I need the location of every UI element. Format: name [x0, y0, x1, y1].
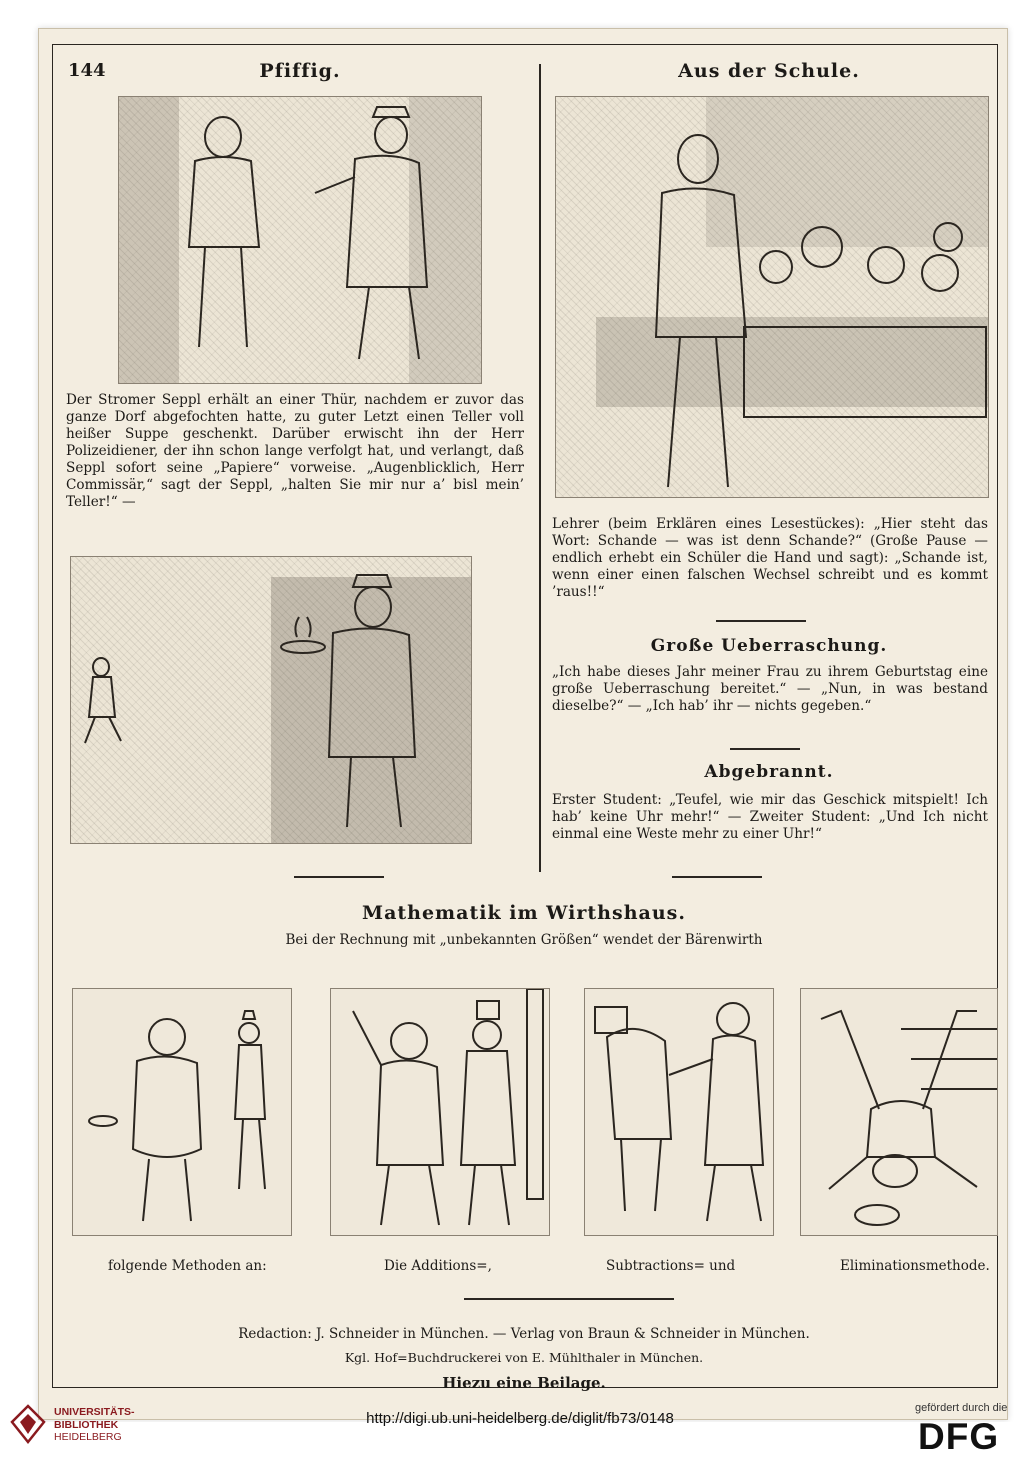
panel-methods: [72, 988, 292, 1236]
caption-elimination: Eliminationsmethode.: [840, 1258, 990, 1274]
title-mathematik: Mathematik im Wirthshaus.: [362, 902, 686, 924]
engraving-sketch-3: [556, 97, 988, 497]
panel-4-sketch: [801, 989, 997, 1235]
panel-1-sketch: [73, 989, 291, 1235]
story-grosse-ueberraschung: „Ich habe dieses Jahr meiner Frau zu ihrem Geburtstag eine große Ueberraschung bereitet.“ — „Nun, in was bestand dieselbe?“ — „Ich hab’ ihr — nichts gegeben.“: [552, 664, 988, 714]
library-name: [54, 1406, 135, 1444]
funding-label: gefördert durch die: [915, 1402, 1008, 1414]
divider-left: [294, 876, 384, 878]
panel-elimination: [800, 988, 998, 1236]
document-url[interactable]: http://digi.ub.uni-heidelberg.de/diglit/fb73/0148: [366, 1410, 674, 1427]
library-name-line-1: UNIVERSITÄTS-: [54, 1406, 135, 1418]
imprint-line-3: Hiezu eine Beilage.: [442, 1374, 606, 1392]
title-pfiffig: Pfiffig.: [259, 60, 341, 82]
caption-subtraction: Subtractions= und: [606, 1258, 736, 1274]
imprint-line-2: Kgl. Hof=Buchdruckerei von E. Mühlthaler in München.: [344, 1350, 704, 1365]
column-divider: [539, 64, 541, 872]
caption-methods: folgende Methoden an:: [108, 1258, 267, 1274]
panel-addition: [330, 988, 550, 1236]
library-name-line-2: BIBLIOTHEK: [54, 1418, 119, 1431]
subtitle-mathematik: Bei der Rechnung mit „unbekannten Größen“ wendet der Bärenwirth: [285, 932, 763, 948]
library-logo[interactable]: [10, 1402, 150, 1450]
title-aus-der-schule: Aus der Schule.: [678, 60, 860, 82]
illustration-policeman-holding-plate: [70, 556, 472, 844]
section-divider-1: [716, 620, 806, 622]
panel-subtraction: [584, 988, 774, 1236]
viewer-bar: [0, 1422, 1029, 1465]
story-abgebrannt: Erster Student: „Teufel, wie mir das Geschick mitspielt! Ich hab’ keine Uhr mehr!“ — Zweiter Student: „Und Ich nicht einmal eine Weste mehr zu einer Uhr!“: [552, 792, 988, 842]
illustration-stromer-policeman: [118, 96, 482, 384]
divider-right: [672, 876, 762, 878]
engraving-sketch-2: [71, 557, 471, 843]
caption-addition: Die Additions=,: [384, 1258, 492, 1274]
library-crest-icon: [10, 1404, 46, 1444]
story-pfiffig: Der Stromer Seppl erhält an einer Thür, nachdem er zuvor das ganze Dorf abgefochten hatte, zu guter Letzt einen Teller voll heißer Suppe geschenkt. Darüber erwischt ihn der Herr Polizeidiener, der ihn schon lange verfolgt hat, und verlangt, daß Seppl sofort seine „Papiere“ vorweise. „Augenblicklich, Herr Commissär,“ sagt der Seppl, „halten Sie mir nur a’ bisl mein’ Teller!“ —: [66, 392, 524, 510]
divider-bottom: [464, 1298, 674, 1300]
library-name-line-3: HEIDELBERG: [54, 1431, 122, 1443]
page-number: 144: [68, 60, 106, 81]
illustration-classroom: [555, 96, 989, 498]
engraving-sketch: [119, 97, 481, 383]
dfg-logo[interactable]: DFG: [918, 1416, 1000, 1457]
story-aus-der-schule: Lehrer (beim Erklären eines Lesestückes): „Hier steht das Wort: Schande — was ist denn Schande?“ (Große Pause — endlich erhebt ein Schüler die Hand und sagt): „Schande ist, wenn einer einen falschen Wechsel schreibt und es kommt ’raus!!“: [552, 516, 988, 600]
imprint-line-1: Redaction: J. Schneider in München. — Verlag von Braun & Schneider in München.: [238, 1326, 810, 1342]
panel-3-sketch: [585, 989, 773, 1235]
title-abgebrannt: Abgebrannt.: [704, 762, 834, 782]
panel-2-sketch: [331, 989, 549, 1235]
section-divider-2: [730, 748, 800, 750]
title-grosse-ueberraschung: Große Ueberraschung.: [650, 636, 888, 656]
